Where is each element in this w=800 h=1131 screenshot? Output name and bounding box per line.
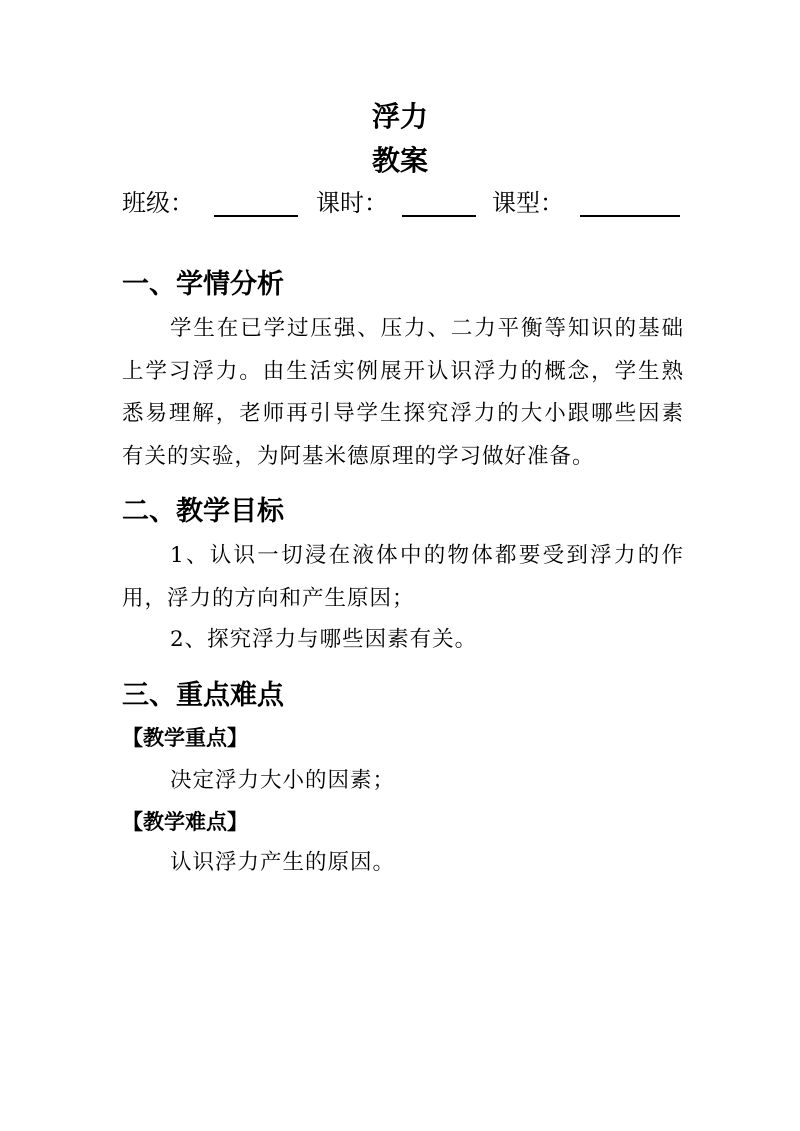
type-label: 课型： <box>492 189 564 217</box>
section-heading-3: 三、重点难点 <box>122 680 284 711</box>
section-heading-1: 一、学情分析 <box>122 269 284 300</box>
difficulty-label: 【教学难点】 <box>122 809 248 834</box>
document-subtitle: 教案 <box>371 144 428 177</box>
key-point-label: 【教学重点】 <box>122 725 248 750</box>
difficulty-text: 认识浮力产生的原因。 <box>170 850 396 875</box>
objective-item-2: 2、探究浮力与哪些因素有关。 <box>170 627 478 652</box>
period-label: 课时： <box>316 189 388 217</box>
section-1-paragraph: 学生在已学过压强、压力、二力平衡等知识的基础上学习浮力。由生活实例展开认识浮力的概念，学生熟悉易理解，老师再引导学生探究浮力的大小跟哪些因素有关的实验，为阿基米德原理的学习做好准备。 <box>122 316 684 469</box>
period-blank <box>402 215 476 217</box>
info-row <box>122 185 682 221</box>
objective-item-1: 1、认识一切浸在液体中的物体都要受到浮力的作用，浮力的方向和产生原因； <box>122 543 684 611</box>
section-heading-2: 二、教学目标 <box>122 496 284 527</box>
class-label: 班级： <box>122 189 194 217</box>
document-title: 浮力 <box>371 100 428 133</box>
key-point-text: 决定浮力大小的因素； <box>170 768 396 793</box>
type-blank <box>580 215 680 217</box>
class-blank <box>214 215 298 217</box>
